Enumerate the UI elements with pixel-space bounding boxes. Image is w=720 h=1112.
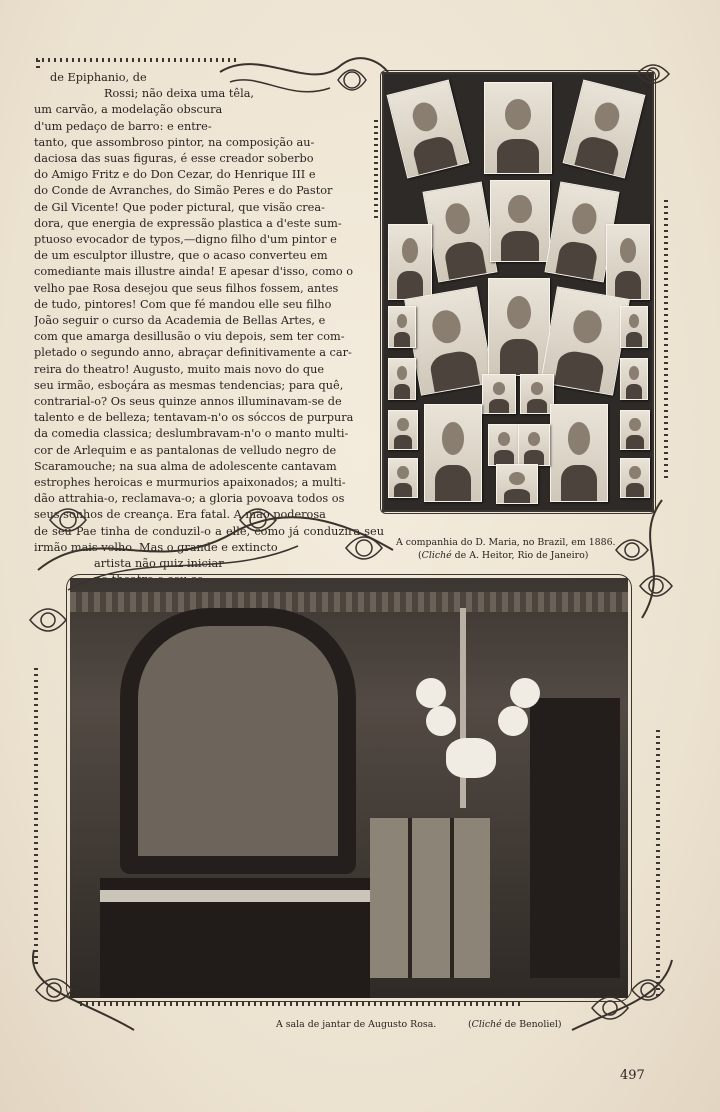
dotted-border-right-top <box>664 200 668 480</box>
article-line: dora, que energia de expressão plastica a d'este sum- <box>34 216 342 230</box>
dining-caption-text: A sala de jantar de Augusto Rosa. <box>276 1019 437 1030</box>
article-line: seus sonhos de creança. Era fatal. A mão poderosa <box>34 508 326 522</box>
article-line: comediante mais illustre ainda! E apesar d'isso, como o <box>34 265 354 279</box>
floral-ornament-icon <box>602 500 682 620</box>
article-line: do Amigo Fritz e do Don Cezar, do Henrique III e <box>34 168 316 182</box>
article-line: daciosa das suas figuras, é esse creador soberbo <box>34 152 314 166</box>
article-line: de Epiphanio, de <box>50 71 147 84</box>
article-line: da comedia classica; deslumbravam-n'o o manto multi- <box>34 427 349 441</box>
floral-ornament-icon <box>24 590 74 650</box>
dining-photo-caption <box>276 1018 436 1031</box>
article-line: seu irmão, esboçára as mesmas tendencias; para quê, <box>34 378 344 392</box>
article-line: estrophes heroicas e murmurios apaixonados; a multi- <box>34 476 346 490</box>
floral-ornament-icon <box>220 52 390 132</box>
article-line: ptuoso evocador de typos,—digno filho d'um pintor e <box>34 233 337 247</box>
article-line: tanto, que assombroso pintor, na composição au- <box>34 135 315 149</box>
floral-ornament-icon <box>572 960 682 1040</box>
article-line: contrarial-o? Os seus quinze annos illuminavam-se de <box>34 395 342 409</box>
floral-ornament-icon <box>38 490 398 600</box>
cast-photo-caption <box>396 536 616 562</box>
dotted-border-left-bottom <box>34 668 38 968</box>
cliche-word: Cliché <box>421 550 452 561</box>
floral-ornament-icon <box>628 56 678 96</box>
dining-credit-text: de Benoliel) <box>504 1019 562 1030</box>
article-line: d'um pedaço de barro: e entre- <box>34 119 212 133</box>
cast-credit-text: de A. Heitor, Rio de Janeiro) <box>454 550 589 561</box>
article-line: com que amarga desillusão o viu depois, sem ter com- <box>34 330 345 344</box>
article-line: de tudo, pintores! Com que fé mandou elle seu filho <box>34 297 332 311</box>
article-line: cor de Arlequim e as pantalonas de velludo negro de <box>34 443 337 457</box>
article-line: pletado o segundo anno, abraçar definitivamente a car- <box>34 346 352 360</box>
article-line: João seguir o curso da Academia de Bellas Artes, e <box>34 314 326 328</box>
dotted-border-top <box>36 58 236 62</box>
cliche-word: Cliché <box>471 1019 502 1030</box>
article-line: talento e de belleza; tentavam-n'o os sóccos de purpura <box>34 411 354 425</box>
dotted-border-bottom <box>80 1002 520 1006</box>
page-number: 497 <box>620 1068 645 1083</box>
article-line: reira do theatro! Augusto, muito mais novo do que <box>34 362 325 376</box>
article-line: de Gil Vicente! Que poder pictural, que visão creа- <box>34 200 325 214</box>
cast-caption-line: A companhia do D. Maria, no Brazil, em 1886. <box>396 537 616 548</box>
floral-ornament-icon <box>24 950 144 1040</box>
article-line: de um esculptor illustre, que o acaso converteu em <box>34 249 328 263</box>
cast-photo-frame <box>380 70 656 514</box>
article-line: Scaramouche; na sua alma de adolescente cantavam <box>34 459 337 473</box>
article-line: um carvão, a modelação obscura <box>34 103 223 117</box>
article-line: velho pae Rosa desejou que seus filhos fossem, antes <box>34 281 339 295</box>
dining-photo-frame <box>66 574 632 1002</box>
article-line: artista não quiz iniciar <box>94 557 224 571</box>
article-line: de seu Pae tinha de conduzil-o a elle, como já conduzira seu irmão mais velho. Mas o grande e extincto <box>34 524 384 554</box>
article-line: dão attrahia-o, reclamava-o; a gloria povoava todos os <box>34 492 345 506</box>
article-line: Rossi; não deixa uma têla, <box>104 87 255 101</box>
article-line: do Conde de Avranches, do Simão Peres e do Pastor <box>34 184 333 198</box>
cast-caption-credit: (Cliché de A. Heitor, Rio de Janeiro) <box>418 550 589 561</box>
dining-photo-credit: (Cliché de Benoliel) <box>468 1019 562 1030</box>
